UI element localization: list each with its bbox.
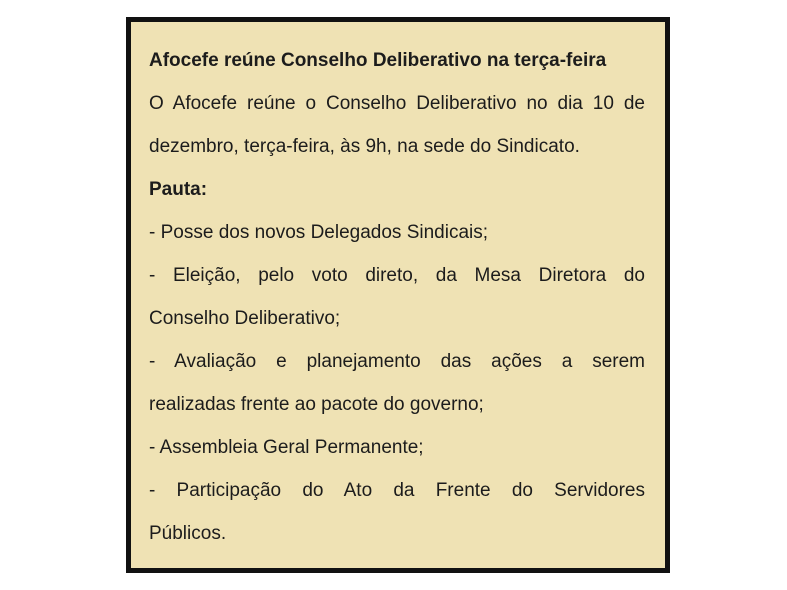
agenda-item-2-line-2: Conselho Deliberativo; xyxy=(149,308,341,329)
agenda-heading: Pauta: xyxy=(149,179,208,200)
agenda-item-5-line-2: Públicos. xyxy=(149,523,227,544)
agenda-item-3-line-1: - Avaliação e planejamento das ações a serem xyxy=(149,351,645,372)
agenda-item-3-line-2: realizadas frente ao pacote do governo; xyxy=(149,394,484,415)
intro-text-line-2: dezembro, terça-feira, às 9h, na sede do Sindicato. xyxy=(149,136,580,157)
intro-text-line-1: O Afocefe reúne o Conselho Deliberativo no dia 10 de xyxy=(149,93,645,114)
agenda-item-5-line-1: - Participação do Ato da Frente do Servidores xyxy=(149,480,645,501)
notice-title: Afocefe reúne Conselho Deliberativo na terça-feira xyxy=(149,50,607,71)
notice-box xyxy=(126,17,670,573)
agenda-item-1: - Posse dos novos Delegados Sindicais; xyxy=(149,222,489,243)
agenda-item-2-line-1: - Eleição, pelo voto direto, da Mesa Diretora do xyxy=(149,265,645,286)
agenda-item-4: - Assembleia Geral Permanente; xyxy=(149,437,424,458)
